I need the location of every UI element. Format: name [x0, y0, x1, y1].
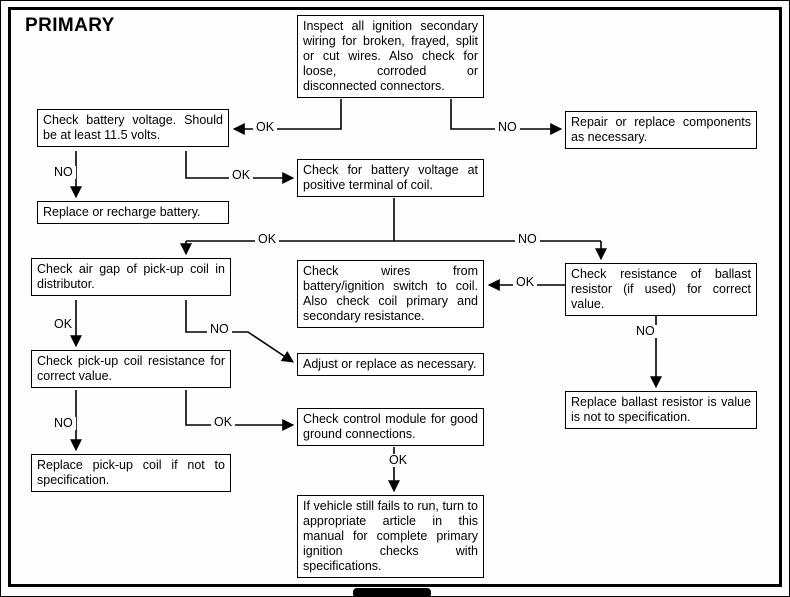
node-check-coil-voltage: Check for battery voltage at positive terminal of coil. [297, 159, 484, 197]
node-check-control-module: Check control module for good ground connections. [297, 408, 484, 446]
node-repair-replace-components: Repair or replace components as necessary. [565, 111, 757, 149]
node-final-instructions: If vehicle still fails to run, turn to appropriate article in this manual for complete primary ignition checks with specifications. [297, 495, 484, 578]
edge-label-ok: OK [255, 233, 279, 246]
node-inspect-secondary-wiring: Inspect all ignition secondary wiring for broken, frayed, split or cut wires. Also check for loose, corroded or disconnected connectors. [297, 15, 484, 98]
edge-label-no: NO [207, 323, 232, 336]
edge-label-ok: OK [211, 416, 235, 429]
edge-label-no: NO [495, 121, 520, 134]
node-check-coil-wires: Check wires from battery/ignition switch to coil. Also check coil primary and secondary resistance. [297, 260, 484, 328]
scan-artifact [353, 588, 431, 597]
node-replace-recharge-battery: Replace or recharge battery. [37, 201, 229, 224]
node-check-ballast-resistor: Check resistance of ballast resistor (if used) for correct value. [565, 263, 757, 316]
node-check-battery-voltage: Check battery voltage. Should be at least 11.5 volts. [37, 109, 229, 147]
edge-label-no: NO [51, 166, 76, 179]
diagram-title: PRIMARY [25, 15, 115, 36]
edge-label-no: NO [515, 233, 540, 246]
edge-label-ok: OK [51, 318, 75, 331]
edge-label-ok: OK [229, 169, 253, 182]
edge-label-no: NO [633, 325, 658, 338]
node-check-pickup-resistance: Check pick-up coil resistance for correct value. [31, 350, 231, 388]
node-replace-ballast-resistor: Replace ballast resistor is value is not to specification. [565, 391, 757, 429]
edge-label-ok: OK [386, 454, 410, 467]
edge-label-no: NO [51, 417, 76, 430]
node-replace-pickup-coil: Replace pick-up coil if not to specification. [31, 454, 231, 492]
edge-label-ok: OK [513, 276, 537, 289]
node-adjust-or-replace: Adjust or replace as necessary. [297, 353, 484, 376]
node-check-air-gap: Check air gap of pick-up coil in distributor. [31, 258, 231, 296]
edge-label-ok: OK [253, 121, 277, 134]
